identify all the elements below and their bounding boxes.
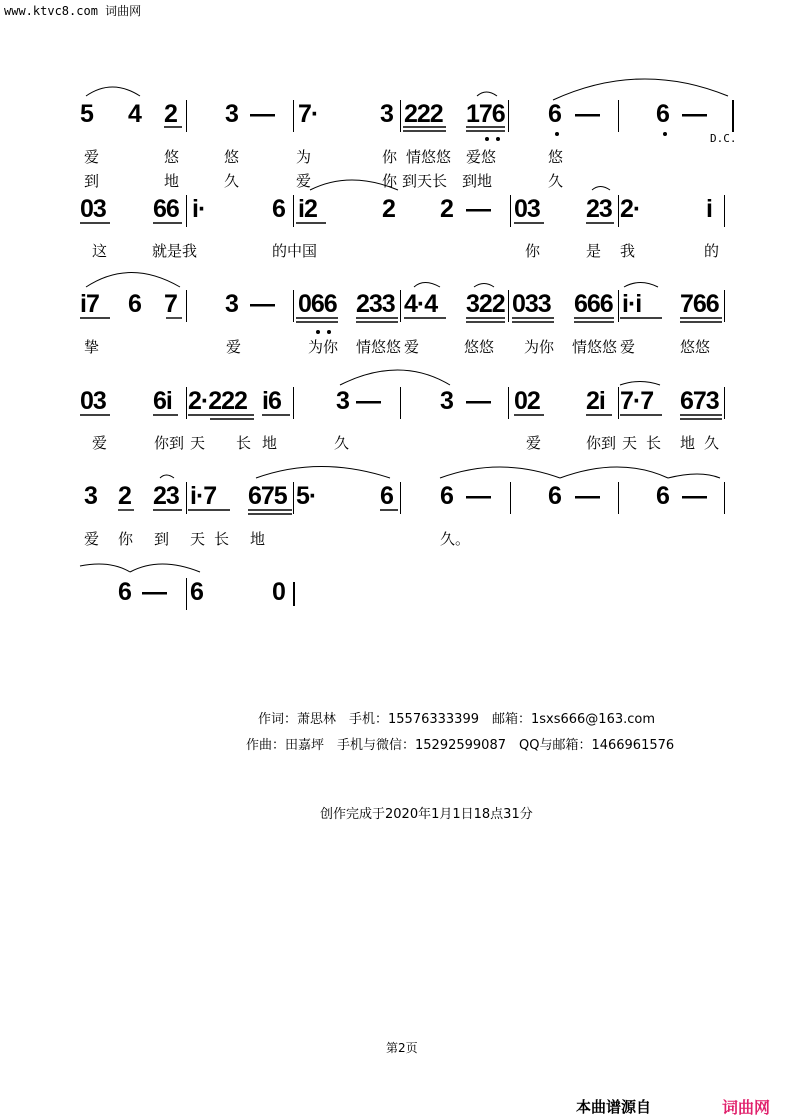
note-dash: —: [575, 100, 599, 128]
octave-dot: [555, 132, 559, 136]
slur: [592, 187, 610, 191]
note: 6: [380, 482, 393, 510]
octave-dot: [327, 330, 331, 334]
watermark-site: www.ktvc8.com 词曲网: [4, 4, 142, 18]
slur: [624, 283, 658, 288]
note-dash: —: [466, 195, 490, 223]
lyric: 你到: [154, 434, 185, 452]
slur: [474, 284, 494, 288]
bar-line: [186, 578, 187, 610]
note: i: [706, 195, 712, 223]
note: 2·: [620, 195, 641, 223]
bar-line: [724, 290, 725, 322]
lyric: 天: [622, 434, 638, 452]
page-number: 第2页: [386, 1041, 418, 1055]
bar-line: [186, 482, 187, 514]
note: 4: [128, 100, 141, 128]
bar-line: [400, 387, 401, 419]
final-bar: [732, 100, 734, 132]
note: 3: [336, 387, 349, 415]
creation-date: 创作完成于2020年1月1日18点31分: [320, 807, 533, 822]
lyric: 爱: [526, 434, 542, 452]
bar-line: [510, 195, 511, 227]
note: 066: [298, 290, 337, 318]
lyric: 情悠悠: [356, 338, 402, 356]
note: 6: [440, 482, 453, 510]
note: i7: [80, 290, 99, 318]
slur: [86, 273, 180, 288]
lyric: 的中国: [272, 242, 318, 260]
bar-line: [724, 387, 725, 419]
note-dash: —: [466, 387, 490, 415]
note-dash: —: [682, 482, 706, 510]
note: 2: [164, 100, 177, 128]
lyric: 情悠悠: [572, 338, 618, 356]
slur: [86, 87, 140, 96]
bar-line: [618, 387, 619, 419]
note: 2: [118, 482, 131, 510]
lyric: 天: [190, 434, 206, 452]
final-bar: [293, 582, 295, 606]
lyric: 你: [382, 148, 398, 166]
lyric: 爱: [620, 338, 636, 356]
lyric: 天: [190, 530, 206, 548]
lyric: 为你: [308, 338, 339, 356]
note: 7·: [298, 100, 319, 128]
note: 6: [656, 482, 669, 510]
slur: [80, 564, 130, 572]
octave-dot: [316, 330, 320, 334]
note: 3: [84, 482, 97, 510]
lyric: 到: [154, 530, 170, 548]
note: 6: [272, 195, 285, 223]
note: 7·7: [620, 387, 654, 415]
bar-line: [186, 100, 187, 132]
note: 23: [586, 195, 612, 223]
lyric: 到: [84, 172, 100, 190]
lyricist-credit: 作词：萧思林 手机：15576333399 邮箱：1sxs666@163.com: [258, 712, 656, 727]
note: 3: [225, 100, 238, 128]
note-dash: —: [356, 387, 380, 415]
note: 033: [512, 290, 551, 318]
slur: [560, 467, 668, 478]
note: 5: [80, 100, 93, 128]
bar-line: [618, 100, 619, 132]
lyric: 挚: [84, 338, 100, 356]
lyric: 爱: [296, 172, 312, 190]
slur: [553, 79, 728, 100]
note: 3: [225, 290, 238, 318]
note: 6i: [153, 387, 172, 415]
lyric: 久: [704, 434, 720, 452]
note: 23: [153, 482, 179, 510]
note: 222: [404, 100, 443, 128]
bar-line: [186, 387, 187, 419]
bar-line: [508, 100, 509, 132]
lyric: 到天长: [402, 172, 448, 190]
note-dash: —: [142, 578, 166, 606]
note: i6: [262, 387, 281, 415]
note: 6: [118, 578, 131, 606]
lyric: 就是我: [152, 242, 198, 260]
note: 2i: [586, 387, 605, 415]
note: 2: [382, 195, 395, 223]
note: 2·222: [188, 387, 247, 415]
lyric: 久: [224, 172, 240, 190]
note: 3: [380, 100, 393, 128]
bar-line: [400, 100, 401, 132]
lyric: 悠: [548, 148, 564, 166]
lyric: 为你: [524, 338, 555, 356]
bar-line: [293, 482, 294, 514]
note: 233: [356, 290, 395, 318]
note: 66: [153, 195, 179, 223]
note-dash: —: [575, 482, 599, 510]
bar-line: [400, 482, 401, 514]
note: 673: [680, 387, 719, 415]
slur: [256, 467, 390, 479]
note: 675: [248, 482, 287, 510]
lyric: 悠悠: [464, 338, 495, 356]
slur: [340, 370, 450, 385]
note: 176: [466, 100, 505, 128]
bar-line: [186, 290, 187, 322]
bar-line: [618, 482, 619, 514]
note: 7: [164, 290, 177, 318]
note: i·i: [622, 290, 642, 318]
lyric: 情悠悠: [406, 148, 452, 166]
note: 666: [574, 290, 613, 318]
note: 0: [272, 578, 285, 606]
note: 322: [466, 290, 505, 318]
lyric: 你: [525, 242, 541, 260]
note: 03: [80, 195, 106, 223]
lyric: 到地: [462, 172, 493, 190]
lyric: 地: [680, 434, 696, 452]
bar-line: [618, 195, 619, 227]
slur: [160, 475, 174, 478]
lyric: 爱: [92, 434, 108, 452]
lyric: 长: [214, 530, 230, 548]
lyric: 地: [262, 434, 278, 452]
lyric: 你: [382, 172, 398, 190]
dc-mark: D.C.: [710, 132, 737, 145]
note: 5·: [296, 482, 317, 510]
note-dash: —: [682, 100, 706, 128]
bar-line: [724, 195, 725, 227]
note: 6: [128, 290, 141, 318]
lyric: 爱: [84, 148, 100, 166]
note: 3: [440, 387, 453, 415]
lyric: 为: [296, 148, 312, 166]
note: 02: [514, 387, 540, 415]
composer-credit: 作曲：田嘉坪 手机与微信：15292599087 QQ与邮箱：1466961576: [246, 738, 675, 753]
octave-dot: [663, 132, 667, 136]
note: 6: [548, 482, 561, 510]
bar-line: [293, 100, 294, 132]
note: 03: [80, 387, 106, 415]
note: i·7: [190, 482, 217, 510]
lyric: 长: [646, 434, 662, 452]
note: 2: [440, 195, 453, 223]
note: 766: [680, 290, 719, 318]
lyric: 爱: [84, 530, 100, 548]
lyric: 我: [620, 242, 636, 260]
bar-line: [293, 290, 294, 322]
bar-line: [724, 482, 725, 514]
note-dash: —: [466, 482, 490, 510]
lyric: 悠: [224, 148, 240, 166]
bar-line: [400, 290, 401, 322]
lyric: 爱: [226, 338, 242, 356]
octave-dot: [485, 137, 489, 141]
bar-line: [510, 482, 511, 514]
lyric: 爱悠: [466, 148, 497, 166]
slur: [477, 92, 497, 96]
lyric: 这: [92, 242, 108, 260]
slur: [414, 283, 440, 288]
note: i2: [298, 195, 317, 223]
note-dash: —: [250, 100, 274, 128]
note: i·: [192, 195, 206, 223]
bar-line: [186, 195, 187, 227]
bar-line: [293, 195, 294, 227]
slur: [620, 382, 660, 386]
bar-line: [508, 387, 509, 419]
slur: [130, 564, 200, 572]
note: 6: [190, 578, 203, 606]
lyric: 久: [334, 434, 350, 452]
brand-logo[interactable]: 词曲网: [722, 1098, 771, 1117]
lyric: 长: [236, 434, 252, 452]
slur: [440, 467, 560, 478]
lyric: 地: [164, 172, 180, 190]
lyric: 久: [548, 172, 564, 190]
slur: [668, 474, 720, 478]
lyric: 悠悠: [680, 338, 711, 356]
note: 4·4: [404, 290, 438, 318]
bar-line: [508, 290, 509, 322]
lyric: 地: [250, 530, 266, 548]
bar-line: [618, 290, 619, 322]
note: 6: [548, 100, 561, 128]
octave-dot: [496, 137, 500, 141]
lyric: 爱: [404, 338, 420, 356]
bar-line: [293, 387, 294, 419]
lyric: 是: [586, 242, 602, 260]
note: 6: [656, 100, 669, 128]
lyric: 久。: [440, 530, 471, 548]
note-dash: —: [250, 290, 274, 318]
lyric: 你到: [586, 434, 617, 452]
lyric: 的: [704, 242, 720, 260]
source-label: 本曲谱源自: [576, 1098, 652, 1116]
lyric: 悠: [164, 148, 180, 166]
note: 03: [514, 195, 540, 223]
lyric: 你: [118, 530, 134, 548]
